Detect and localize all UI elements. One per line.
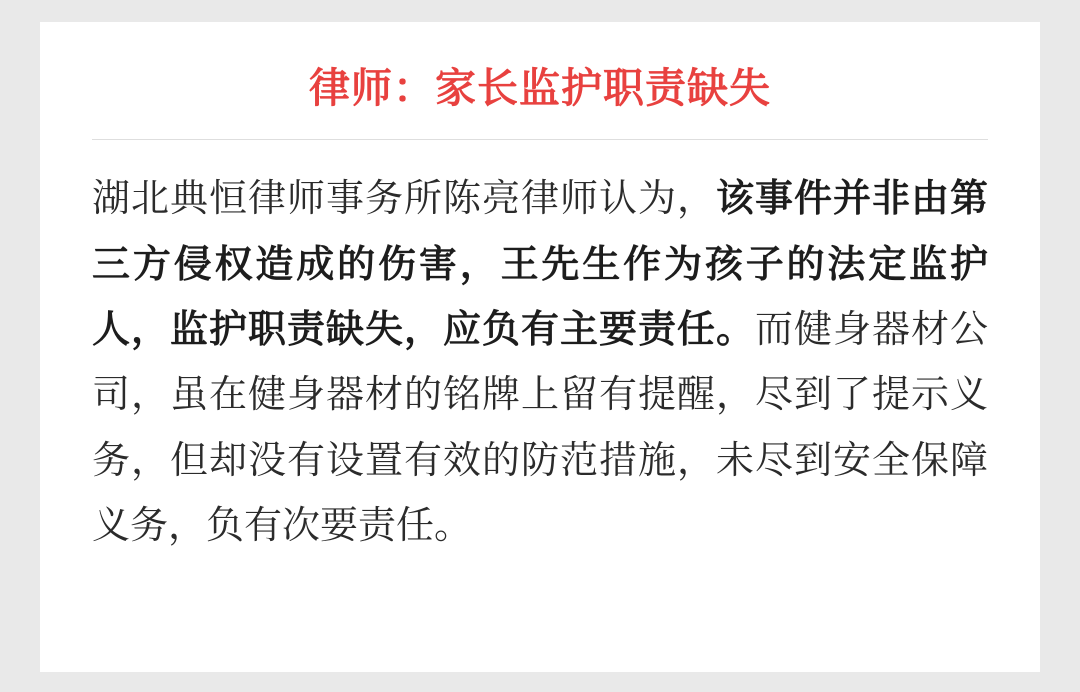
paragraph-emphasis: 该事件并非由第三方侵权造成的伤害，王先生作为孩子的法定监护人，监护职责缺失，应负有主要责任。: [92, 176, 988, 351]
paragraph-rest: 而健身器材公司，虽在健身器材的铭牌上留有提醒，尽到了提示义务，但却没有设置有效的防范措施，未尽到安全保障义务，负有次要责任。: [92, 306, 988, 547]
title-divider: [92, 139, 988, 140]
page-title: 律师：家长监护职责缺失: [309, 64, 771, 112]
article-paragraph: [92, 166, 988, 558]
article-card: [40, 22, 1040, 672]
paragraph-lead: 湖北典恒律师事务所陈亮律师认为，: [92, 176, 716, 221]
